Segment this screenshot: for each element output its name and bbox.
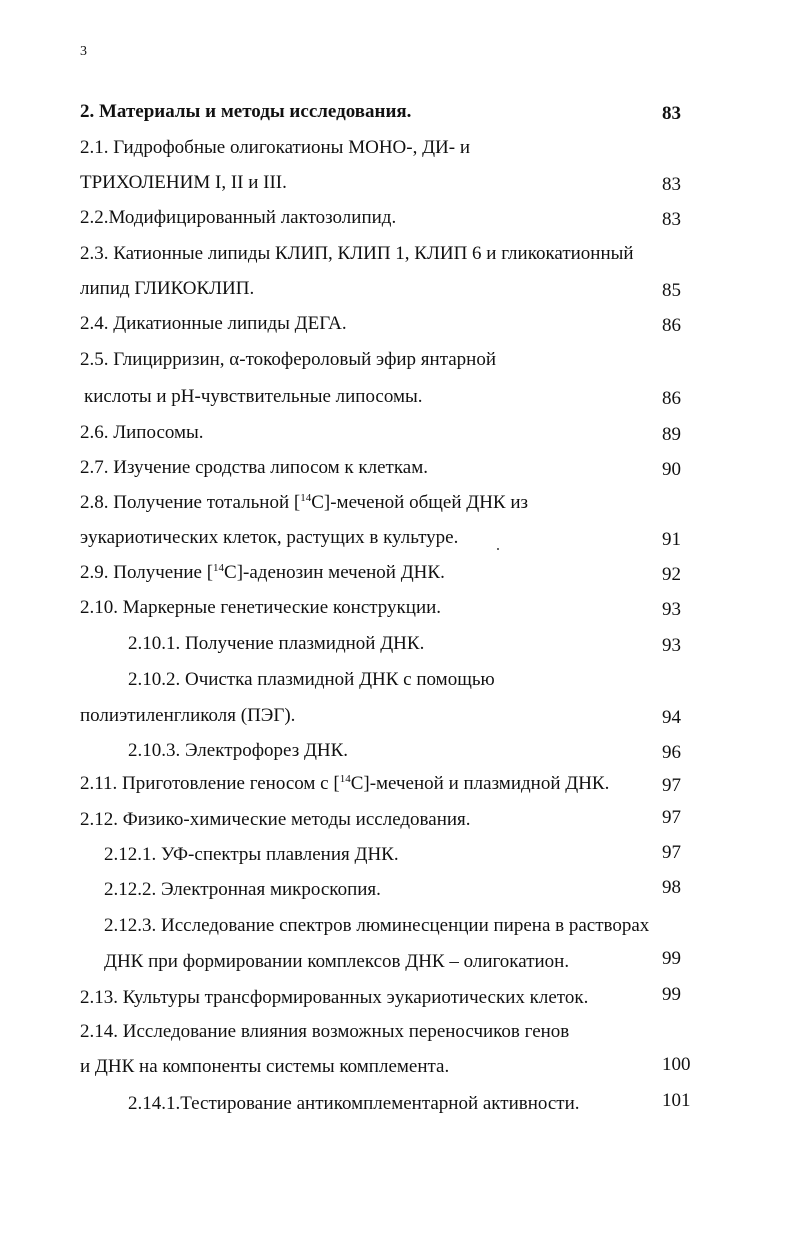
toc-entry: и ДНК на компоненты системы комплемента. [80,1056,450,1077]
toc-page-number: 93 [662,599,681,620]
toc-entry: 2.14. Исследование влияния возможных переносчиков генов [80,1021,570,1042]
toc-page-number: 93 [662,635,681,656]
toc-entry: 2.10.3. Электрофорез ДНК. [128,740,349,761]
page-number: 3 [80,44,87,59]
toc-entry: 2.7. Изучение сродства липосом к клеткам. [80,457,428,478]
toc-entry: 2.2.Модифицированный лактозолипид. [80,207,397,228]
toc-entry: 2.5. Глицирризин, α-токофероловый эфир янтарной [80,349,497,370]
toc-entry [80,772,609,796]
isotope-superscript: 14 [339,773,351,785]
isotope-superscript: 14 [300,492,312,504]
toc-entry-text: 2.8. Получение тотальной [ [80,492,301,513]
toc-page-number: 99 [662,984,681,1005]
toc-entry: 2.12.1. УФ-спектры плавления ДНК. [104,844,399,865]
toc-page-number: 98 [662,877,681,898]
toc-page-number: 97 [662,775,681,796]
toc-page-number: 100 [662,1054,691,1075]
toc-entry: полиэтиленгликоля (ПЭГ). [80,705,296,726]
toc-page-number: 94 [662,707,681,728]
toc-entry: 2.12.3. Исследование спектров люминесценции пирена в растворах [104,915,650,936]
toc-page-number: 86 [662,315,681,336]
toc-entry-text: 2.9. Получение [ [80,562,214,583]
isotope-superscript: 14 [213,562,225,574]
toc-page-number: 83 [662,209,681,230]
toc-entry: 2.13. Культуры трансформированных эукариотических клеток. [80,987,589,1008]
toc-page-number: 90 [662,459,681,480]
toc-entry: 2.1. Гидрофобные олигокатионы МОНО-, ДИ- и [80,137,471,158]
toc-page-number: 86 [662,388,681,409]
toc-entry: 2.4. Дикатионные липиды ДЕГА. [80,313,347,334]
toc-entry: 2.14.1.Тестирование антикомплементарной активности. [128,1093,580,1114]
toc-entry: ДНК при формировании комплексов ДНК – олигокатион. [104,951,570,972]
toc-entry [80,491,528,515]
toc-entry: 2.10. Маркерные генетические конструкции. [80,597,442,618]
toc-page-number: 85 [662,280,681,301]
toc-entry: 2.12. Физико-химические методы исследования. [80,809,471,830]
toc-page-number: 83 [662,103,681,124]
toc-entry: 2.10.1. Получение плазмидной ДНК. [128,633,425,654]
toc-entry-text: C]-меченой и плазмидной ДНК. [350,773,610,794]
toc-entry: 2.6. Липосомы. [80,422,204,443]
toc-page-number: 89 [662,424,681,445]
toc-page-number: 99 [662,948,681,969]
toc-page-number: 91 [662,529,681,550]
toc-entry-heading: 2. Материалы и методы исследования. [80,101,412,122]
toc-entry: 2.3. Катионные липиды КЛИП, КЛИП 1, КЛИП 6 и гликокатионный [80,243,634,264]
toc-page-number: 83 [662,174,681,195]
toc-page-number: 96 [662,742,681,763]
toc-entry [80,561,445,585]
toc-entry-text: C]-меченой общей ДНК из [311,492,529,513]
toc-entry: эукариотических клеток, растущих в культуре. [80,527,459,548]
toc-page-number: 101 [662,1090,691,1111]
toc-page-number: 92 [662,564,681,585]
toc-page-number: 97 [662,807,681,828]
toc-entry: 2.12.2. Электронная микроскопия. [104,879,381,900]
toc-entry-text: C]-аденозин меченой ДНК. [224,562,445,583]
scan-speck [497,548,499,550]
toc-entry: липид ГЛИКОКЛИП. [80,278,255,299]
toc-page-number: 97 [662,842,681,863]
toc-entry: кислоты и pH-чувствительные липосомы. [84,386,423,407]
toc-entry-text: 2.11. Приготовление геносом с [ [80,773,340,794]
toc-entry: 2.10.2. Очистка плазмидной ДНК с помощью [128,669,495,690]
toc-entry: ТРИХОЛЕНИМ I, II и III. [80,172,287,193]
